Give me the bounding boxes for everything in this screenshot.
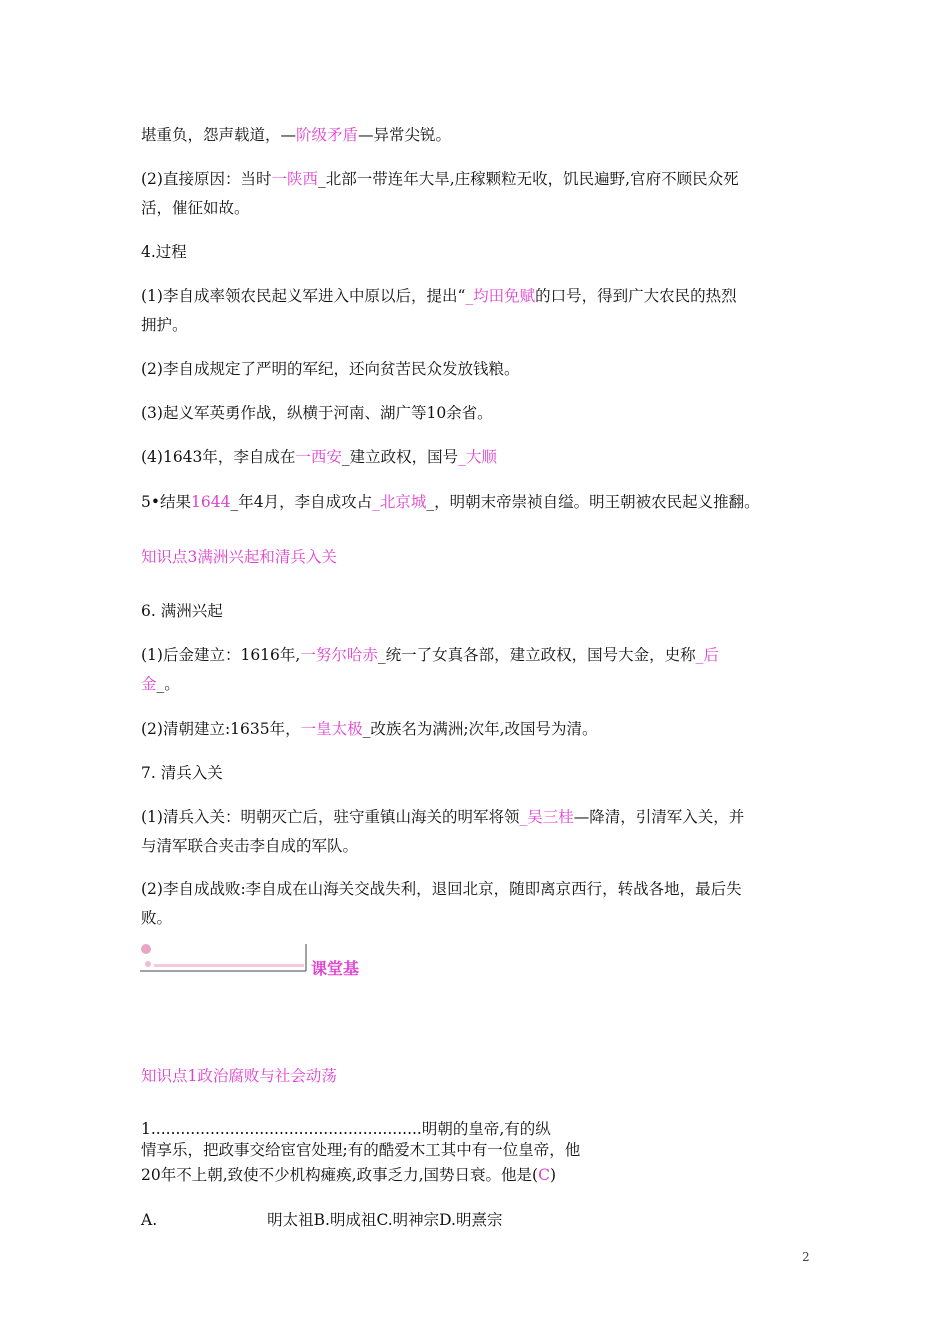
question-text: 情享乐，把政事交给宦官处理;有的酷爱木工其中有一位皇帝，他 xyxy=(141,1141,581,1159)
text-line: (1)后金建立：1616年,一努尔哈赤_统一了女真各部，建立政权，国号大金，史称_后 xyxy=(141,646,719,664)
text-line: 败。 xyxy=(141,909,173,927)
knowledge-point-heading: 知识点1政治腐败与社会动荡 xyxy=(141,1067,337,1085)
answer-blank: _大顺 xyxy=(458,448,497,466)
text-line: (2)李自成战败:李自成在山海关交战失利，退回北京，随即离京西行，转战各地，最后失 xyxy=(141,880,742,898)
answer-options xyxy=(141,1209,502,1231)
answer-blank: 一努尔哈赤 xyxy=(300,646,378,664)
text-line: (1)清兵入关：明朝灭亡后，驻守重镇山海关的明军将领_吴三桂—降清，引清军入关，并 xyxy=(141,808,745,826)
text-line: 活，催征如故。 xyxy=(141,199,250,217)
banner-title: 课堂基 xyxy=(311,959,360,978)
knowledge-point-heading: 知识点3满洲兴起和清兵入关 xyxy=(141,548,337,566)
text-line: (1)李自成率领农民起义军进入中原以后，提出“_均田免赋的口号，得到广大农民的热烈 xyxy=(141,287,737,305)
option-label: A. xyxy=(141,1211,158,1229)
answer-blank: 一皇太极 xyxy=(300,720,363,738)
section-heading: 6. 满洲兴起 xyxy=(141,602,223,620)
page-number: 2 xyxy=(802,1250,810,1264)
text-line: 5•结果1644_年4月，李自成攻占_北京城_，明朝末帝崇祯自缢。明王朝被农民起义推翻。 xyxy=(141,493,760,511)
answer-blank: 金 xyxy=(141,675,157,693)
answer-blank: 1644 xyxy=(191,493,231,511)
answer-blank: _后 xyxy=(695,646,719,664)
answer-blank: _北京城 xyxy=(372,493,427,511)
text-line: (3)起义军英勇作战，纵横于河南、湖广等10余省。 xyxy=(141,404,493,422)
text-line: (2)清朝建立:1635年，一皇太极_改族名为满洲;次年,改国号为清。 xyxy=(141,720,598,738)
section-heading: 7. 清兵入关 xyxy=(141,764,223,782)
answer-blank: 一陕西 xyxy=(271,170,318,188)
banner-dot-small xyxy=(145,961,151,967)
text-line: (4)1643年，李自成在一西安_建立政权，国号_大顺 xyxy=(141,448,497,466)
text-line: (2)李自成规定了严明的军纪，还向贫苦民众发放钱粮。 xyxy=(141,360,520,378)
banner-stripe xyxy=(154,964,304,967)
text-line: 与清军联合夹击李自成的军队。 xyxy=(141,837,359,855)
answer-blank: _均田免赋 xyxy=(465,287,536,305)
text-line: 拥护。 xyxy=(141,316,188,334)
answer-blank: _吴三桂 xyxy=(519,808,574,826)
section-banner-decoration xyxy=(140,940,310,976)
answer-blank: 一西安 xyxy=(295,448,342,466)
answer-blank: 阶级矛盾 xyxy=(296,126,359,144)
answer-choice: C xyxy=(538,1166,550,1184)
text-line: 金_。 xyxy=(141,675,180,693)
banner-dot-large xyxy=(141,944,151,954)
question-text: 1.......................................................明朝的皇帝,有的纵 xyxy=(141,1120,551,1138)
question-text: 20年不上朝,致使不少机构瘫痪,政事乏力,国势日衰。他是(C) xyxy=(141,1166,556,1184)
text-line: (2)直接原因：当时一陕西_北部一带连年大旱,庄稼颗粒无收，饥民遍野,官府不顾民众死 xyxy=(141,170,739,188)
text-line: 堪重负，怨声载道，—阶级矛盾—异常尖锐。 xyxy=(141,126,452,144)
section-heading: 4.过程 xyxy=(141,243,187,261)
option-list: 明太祖B.明成祖C.明神宗D.明熹宗 xyxy=(267,1211,503,1229)
